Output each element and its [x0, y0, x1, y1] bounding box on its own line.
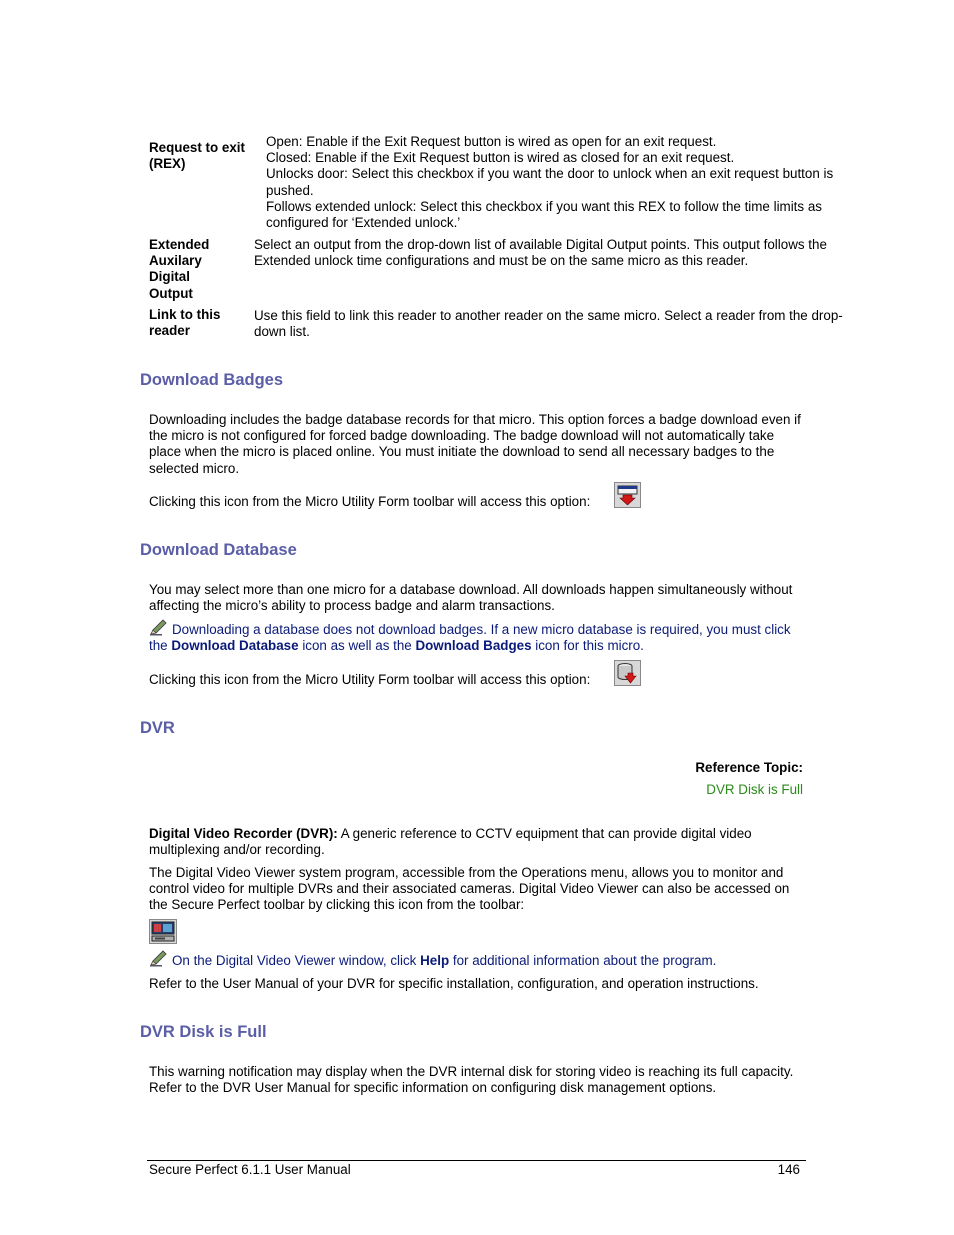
dvr-note-help: Help: [420, 953, 450, 968]
rex-extended-text: Follows extended unlock: Select this checkbox if you want this REX to follow the time limits as configured for ‘Extended unlock.’: [266, 198, 822, 231]
rex-label: Request to exit (REX): [149, 140, 245, 172]
ext-output-description: Select an output from the drop-down list of available Digital Output points. This output follows the Extended unlock time configurations and must be on the same micro as this reader.: [254, 237, 827, 269]
footer-title: Secure Perfect 6.1.1 User Manual: [149, 1162, 351, 1177]
rex-unlock-text: Unlocks door: Select this checkbox if you want the door to unlock when an exit request button is pushed.: [266, 166, 834, 198]
dvr-disk-full-link[interactable]: DVR Disk is Full: [706, 782, 803, 797]
dvr-disk-full-heading: DVR Disk is Full: [140, 1023, 267, 1041]
download-database-icon-line: Clicking this icon from the Micro Utility Form toolbar will access this option:: [149, 672, 591, 687]
dvr-heading: DVR: [140, 719, 175, 737]
note-bold-download-database: Download Database: [171, 638, 299, 653]
download-database-paragraph: You may select more than one micro for a database download. All downloads happen simultaneously without affecting the micro’s ability to process badge and alarm transactions.: [149, 582, 793, 614]
download-badges-paragraph: Downloading includes the badge database records for that micro. This option forces a badge download even if the micro is not configured for forced badge downloading. The badge download will not automatically take place when the micro is placed online. You must initiate the download to send all necessary badges to the selected micro.: [149, 412, 801, 476]
digital-video-viewer-icon[interactable]: [149, 919, 177, 944]
link-reader-label: Link to this reader: [149, 307, 221, 339]
download-database-heading: Download Database: [140, 541, 297, 559]
note-pencil-icon: [149, 949, 169, 967]
dvr-disk-full-paragraph: This warning notification may display when the DVR internal disk for storing video is reaching its full capacity. Refer to the DVR User Manual for specific information on configuring disk management options.: [149, 1064, 794, 1096]
dvr-note-text-1: On the Digital Video Viewer window, click: [172, 953, 421, 968]
rex-description: [266, 134, 856, 231]
dvr-help-note: [172, 953, 812, 969]
dvr-viewer-paragraph: The Digital Video Viewer system program, accessible from the Operations menu, allows you to monitor and control video for multiple DVRs and their associated cameras. Digital Video Viewer can also be accessed on the Secure Perfect toolbar by clicking this icon from the toolbar:: [149, 865, 790, 913]
page-number: 146: [777, 1162, 800, 1177]
dvr-note-text-2: for additional information about the program.: [449, 953, 717, 968]
rex-open-text: Open: Enable if the Exit Request button is wired as open for an exit request.: [266, 134, 717, 149]
link-reader-description: Use this field to link this reader to another reader on the same micro. Select a reader from the drop-down list.: [254, 308, 843, 340]
ext-output-label: Extended Auxilary Digital Output: [149, 237, 210, 301]
note-text-1: Downloading a database does not download badges. If a new micro database is required, you must click the: [149, 622, 791, 653]
dvr-definition: [149, 826, 809, 858]
note-bold-download-badges: Download Badges: [415, 638, 532, 653]
download-badges-heading: Download Badges: [140, 371, 284, 389]
rex-closed-text: Closed: Enable if the Exit Request button is wired as closed for an exit request.: [266, 150, 735, 166]
dvr-manual-paragraph: Refer to the User Manual of your DVR for specific installation, configuration, and operation instructions.: [149, 976, 759, 991]
download-badges-icon-line: Clicking this icon from the Micro Utility Form toolbar will access this option:: [149, 494, 591, 509]
note-text-3: icon for this micro.: [531, 638, 644, 653]
note-text-2: icon as well as the: [298, 638, 416, 653]
dvr-definition-term: Digital Video Recorder (DVR):: [149, 826, 338, 841]
footer-rule: [147, 1160, 806, 1161]
dvr-definition-text: A generic reference to CCTV equipment that can provide digital video multiplexing and/or recording.: [149, 826, 752, 858]
download-database-note: [149, 622, 809, 654]
download-database-icon[interactable]: [614, 660, 641, 686]
download-badges-icon[interactable]: [614, 482, 641, 508]
reference-topic-label: Reference Topic:: [695, 760, 803, 775]
